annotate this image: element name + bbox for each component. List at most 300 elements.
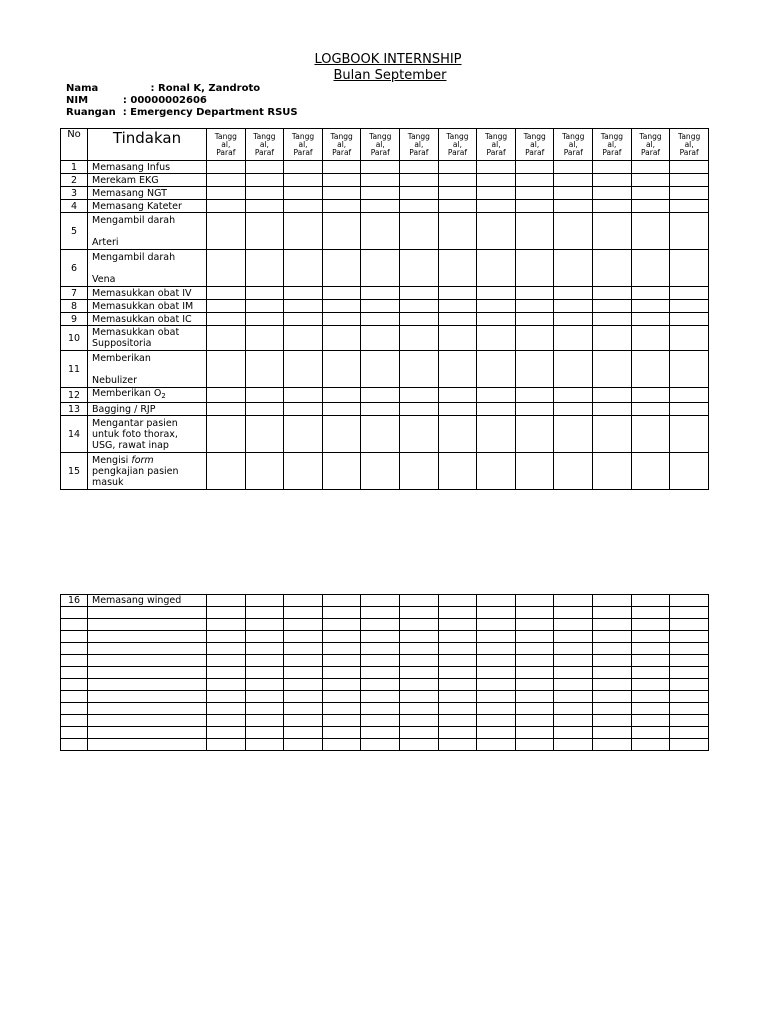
date-paraf-cell — [670, 727, 709, 739]
date-paraf-cell — [631, 619, 670, 631]
date-paraf-cell — [322, 631, 361, 643]
row-number — [61, 703, 88, 715]
date-paraf-cell — [438, 200, 477, 213]
date-paraf-cell — [400, 161, 439, 174]
row-number: 16 — [61, 595, 88, 607]
date-paraf-cell — [593, 287, 632, 300]
date-paraf-cell — [207, 619, 246, 631]
date-paraf-cell — [322, 300, 361, 313]
date-paraf-cell — [631, 388, 670, 403]
date-paraf-cell — [207, 453, 246, 490]
date-paraf-cell — [322, 739, 361, 751]
row-tindakan: Memasukkan obat IM — [88, 300, 207, 313]
date-paraf-cell — [670, 703, 709, 715]
date-paraf-cell — [477, 643, 516, 655]
info-value: : Ronal K, Zandroto — [150, 83, 261, 94]
row-number — [61, 727, 88, 739]
date-paraf-cell — [207, 643, 246, 655]
info-value: : Emergency Department RSUS — [122, 107, 298, 118]
date-paraf-cell — [207, 388, 246, 403]
date-paraf-cell — [631, 250, 670, 287]
date-paraf-cell — [554, 631, 593, 643]
date-paraf-cell — [400, 403, 439, 416]
date-paraf-cell — [593, 300, 632, 313]
date-paraf-cell — [400, 691, 439, 703]
date-paraf-cell — [515, 213, 554, 250]
date-paraf-cell — [245, 739, 284, 751]
table-row-empty — [61, 703, 709, 715]
date-paraf-cell — [670, 313, 709, 326]
date-paraf-cell — [438, 250, 477, 287]
date-paraf-cell — [245, 703, 284, 715]
date-paraf-cell — [207, 250, 246, 287]
date-paraf-cell — [631, 300, 670, 313]
date-paraf-cell — [554, 161, 593, 174]
date-paraf-cell — [477, 161, 516, 174]
date-paraf-cell — [284, 187, 323, 200]
row-number: 15 — [61, 453, 88, 490]
date-paraf-cell — [245, 727, 284, 739]
date-paraf-cell — [554, 643, 593, 655]
date-paraf-cell — [400, 643, 439, 655]
date-paraf-cell — [593, 631, 632, 643]
date-paraf-cell — [284, 727, 323, 739]
date-paraf-cell — [593, 679, 632, 691]
table-row-empty — [61, 739, 709, 751]
table-row — [61, 403, 709, 416]
info-ruangan — [66, 107, 298, 119]
table-row — [61, 388, 709, 403]
date-paraf-cell — [477, 655, 516, 667]
date-paraf-cell — [631, 679, 670, 691]
date-paraf-cell — [515, 453, 554, 490]
date-paraf-cell — [438, 691, 477, 703]
row-number: 12 — [61, 388, 88, 403]
info-label: Nama — [66, 83, 99, 94]
date-paraf-cell — [245, 174, 284, 187]
date-paraf-cell — [515, 631, 554, 643]
header-no: No — [61, 129, 88, 161]
date-paraf-cell — [554, 326, 593, 351]
date-paraf-cell — [207, 607, 246, 619]
date-paraf-cell — [554, 607, 593, 619]
date-paraf-cell — [245, 667, 284, 679]
date-paraf-cell — [284, 453, 323, 490]
date-paraf-cell — [438, 715, 477, 727]
header-tanggal-paraf: Tangg al, Paraf — [400, 129, 439, 161]
date-paraf-cell — [515, 691, 554, 703]
date-paraf-cell — [284, 416, 323, 453]
date-paraf-cell — [515, 703, 554, 715]
date-paraf-cell — [438, 403, 477, 416]
date-paraf-cell — [207, 326, 246, 351]
date-paraf-cell — [322, 187, 361, 200]
date-paraf-cell — [322, 250, 361, 287]
date-paraf-cell — [477, 619, 516, 631]
row-number: 14 — [61, 416, 88, 453]
table-row-empty — [61, 727, 709, 739]
date-paraf-cell — [361, 250, 400, 287]
date-paraf-cell — [438, 287, 477, 300]
header-tanggal-paraf: Tangg al, Paraf — [631, 129, 670, 161]
date-paraf-cell — [477, 715, 516, 727]
date-paraf-cell — [322, 403, 361, 416]
date-paraf-cell — [670, 200, 709, 213]
date-paraf-cell — [400, 595, 439, 607]
date-paraf-cell — [515, 326, 554, 351]
date-paraf-cell — [670, 643, 709, 655]
date-paraf-cell — [593, 161, 632, 174]
row-tindakan — [88, 667, 207, 679]
date-paraf-cell — [207, 313, 246, 326]
date-paraf-cell — [322, 643, 361, 655]
date-paraf-cell — [593, 703, 632, 715]
date-paraf-cell — [361, 213, 400, 250]
date-paraf-cell — [438, 161, 477, 174]
date-paraf-cell — [284, 691, 323, 703]
date-paraf-cell — [245, 300, 284, 313]
date-paraf-cell — [593, 691, 632, 703]
date-paraf-cell — [207, 739, 246, 751]
date-paraf-cell — [438, 453, 477, 490]
date-paraf-cell — [438, 655, 477, 667]
date-paraf-cell — [554, 213, 593, 250]
date-paraf-cell — [245, 161, 284, 174]
date-paraf-cell — [438, 679, 477, 691]
date-paraf-cell — [515, 313, 554, 326]
date-paraf-cell — [593, 351, 632, 388]
date-paraf-cell — [207, 161, 246, 174]
date-paraf-cell — [322, 619, 361, 631]
date-paraf-cell — [593, 643, 632, 655]
date-paraf-cell — [207, 187, 246, 200]
date-paraf-cell — [515, 619, 554, 631]
date-paraf-cell — [438, 300, 477, 313]
row-number — [61, 655, 88, 667]
date-paraf-cell — [400, 631, 439, 643]
date-paraf-cell — [284, 619, 323, 631]
date-paraf-cell — [245, 388, 284, 403]
date-paraf-cell — [477, 326, 516, 351]
date-paraf-cell — [631, 174, 670, 187]
date-paraf-cell — [207, 287, 246, 300]
date-paraf-cell — [554, 655, 593, 667]
table-row — [61, 595, 709, 607]
date-paraf-cell — [554, 250, 593, 287]
date-paraf-cell — [438, 703, 477, 715]
row-tindakan: Memasang NGT — [88, 187, 207, 200]
date-paraf-cell — [207, 715, 246, 727]
date-paraf-cell — [593, 403, 632, 416]
table-row-empty — [61, 679, 709, 691]
date-paraf-cell — [554, 403, 593, 416]
table-row — [61, 287, 709, 300]
row-tindakan — [88, 715, 207, 727]
date-paraf-cell — [593, 727, 632, 739]
date-paraf-cell — [284, 739, 323, 751]
date-paraf-cell — [322, 351, 361, 388]
row-tindakan — [88, 703, 207, 715]
date-paraf-cell — [593, 174, 632, 187]
date-paraf-cell — [400, 250, 439, 287]
date-paraf-cell — [361, 703, 400, 715]
page-title: LOGBOOK INTERNSHIP — [314, 52, 462, 67]
table-row — [61, 174, 709, 187]
date-paraf-cell — [361, 655, 400, 667]
date-paraf-cell — [245, 619, 284, 631]
date-paraf-cell — [438, 643, 477, 655]
date-paraf-cell — [207, 174, 246, 187]
date-paraf-cell — [631, 691, 670, 703]
date-paraf-cell — [322, 703, 361, 715]
date-paraf-cell — [322, 313, 361, 326]
date-paraf-cell — [361, 388, 400, 403]
row-tindakan: Mengambil darah Arteri — [88, 213, 207, 250]
date-paraf-cell — [631, 703, 670, 715]
date-paraf-cell — [515, 388, 554, 403]
row-tindakan: Memasang Infus — [88, 161, 207, 174]
row-number: 8 — [61, 300, 88, 313]
date-paraf-cell — [515, 174, 554, 187]
date-paraf-cell — [670, 388, 709, 403]
table-row-empty — [61, 715, 709, 727]
date-paraf-cell — [400, 607, 439, 619]
date-paraf-cell — [438, 187, 477, 200]
date-paraf-cell — [515, 595, 554, 607]
row-tindakan — [88, 619, 207, 631]
date-paraf-cell — [361, 667, 400, 679]
date-paraf-cell — [207, 631, 246, 643]
row-number — [61, 667, 88, 679]
date-paraf-cell — [631, 643, 670, 655]
date-paraf-cell — [438, 595, 477, 607]
date-paraf-cell — [515, 607, 554, 619]
table-row — [61, 351, 709, 388]
date-paraf-cell — [322, 667, 361, 679]
date-paraf-cell — [207, 679, 246, 691]
date-paraf-cell — [245, 643, 284, 655]
date-paraf-cell — [207, 667, 246, 679]
date-paraf-cell — [284, 595, 323, 607]
row-tindakan — [88, 727, 207, 739]
date-paraf-cell — [361, 631, 400, 643]
date-paraf-cell — [477, 250, 516, 287]
date-paraf-cell — [477, 388, 516, 403]
date-paraf-cell — [361, 643, 400, 655]
date-paraf-cell — [477, 174, 516, 187]
table-row-empty — [61, 655, 709, 667]
date-paraf-cell — [438, 619, 477, 631]
info-value: : 00000002606 — [122, 95, 207, 106]
row-number — [61, 691, 88, 703]
date-paraf-cell — [284, 313, 323, 326]
row-number — [61, 631, 88, 643]
date-paraf-cell — [554, 287, 593, 300]
row-tindakan — [88, 691, 207, 703]
date-paraf-cell — [322, 607, 361, 619]
date-paraf-cell — [554, 667, 593, 679]
info-nim — [66, 95, 207, 107]
date-paraf-cell — [477, 631, 516, 643]
date-paraf-cell — [322, 287, 361, 300]
row-tindakan: Mengisi form pengkajian pasien masuk — [88, 453, 207, 490]
date-paraf-cell — [670, 403, 709, 416]
row-number — [61, 607, 88, 619]
date-paraf-cell — [361, 287, 400, 300]
date-paraf-cell — [631, 213, 670, 250]
date-paraf-cell — [400, 679, 439, 691]
date-paraf-cell — [284, 715, 323, 727]
header-tanggal-paraf: Tangg al, Paraf — [515, 129, 554, 161]
row-tindakan: Memasang Kateter — [88, 200, 207, 213]
date-paraf-cell — [477, 403, 516, 416]
date-paraf-cell — [670, 326, 709, 351]
date-paraf-cell — [207, 351, 246, 388]
date-paraf-cell — [284, 174, 323, 187]
date-paraf-cell — [593, 313, 632, 326]
date-paraf-cell — [207, 727, 246, 739]
table-row-empty — [61, 607, 709, 619]
date-paraf-cell — [593, 326, 632, 351]
date-paraf-cell — [284, 667, 323, 679]
date-paraf-cell — [477, 739, 516, 751]
date-paraf-cell — [515, 300, 554, 313]
date-paraf-cell — [554, 691, 593, 703]
row-tindakan — [88, 631, 207, 643]
row-number: 11 — [61, 351, 88, 388]
date-paraf-cell — [515, 403, 554, 416]
date-paraf-cell — [515, 643, 554, 655]
row-number — [61, 643, 88, 655]
date-paraf-cell — [554, 174, 593, 187]
date-paraf-cell — [361, 739, 400, 751]
row-number — [61, 679, 88, 691]
date-paraf-cell — [322, 174, 361, 187]
row-number: 5 — [61, 213, 88, 250]
date-paraf-cell — [554, 619, 593, 631]
header-tanggal-paraf: Tangg al, Paraf — [284, 129, 323, 161]
date-paraf-cell — [361, 200, 400, 213]
date-paraf-cell — [554, 679, 593, 691]
date-paraf-cell — [477, 703, 516, 715]
date-paraf-cell — [245, 200, 284, 213]
logbook-table — [60, 128, 709, 490]
date-paraf-cell — [670, 287, 709, 300]
date-paraf-cell — [361, 351, 400, 388]
date-paraf-cell — [593, 416, 632, 453]
row-tindakan: Memberikan Nebulizer — [88, 351, 207, 388]
date-paraf-cell — [322, 727, 361, 739]
date-paraf-cell — [400, 667, 439, 679]
date-paraf-cell — [593, 388, 632, 403]
table-row — [61, 250, 709, 287]
date-paraf-cell — [245, 453, 284, 490]
date-paraf-cell — [670, 187, 709, 200]
date-paraf-cell — [593, 619, 632, 631]
date-paraf-cell — [361, 595, 400, 607]
page-subtitle: Bulan September — [333, 68, 447, 83]
date-paraf-cell — [515, 200, 554, 213]
table-row — [61, 326, 709, 351]
row-tindakan: Bagging / RJP — [88, 403, 207, 416]
date-paraf-cell — [554, 351, 593, 388]
date-paraf-cell — [593, 739, 632, 751]
date-paraf-cell — [322, 691, 361, 703]
date-paraf-cell — [361, 161, 400, 174]
date-paraf-cell — [670, 213, 709, 250]
table-row — [61, 213, 709, 250]
date-paraf-cell — [361, 679, 400, 691]
date-paraf-cell — [207, 595, 246, 607]
header-tindakan: Tindakan — [88, 129, 207, 161]
date-paraf-cell — [631, 631, 670, 643]
table-header-row — [61, 129, 709, 161]
date-paraf-cell — [477, 595, 516, 607]
date-paraf-cell — [284, 200, 323, 213]
date-paraf-cell — [631, 607, 670, 619]
date-paraf-cell — [515, 667, 554, 679]
date-paraf-cell — [284, 403, 323, 416]
date-paraf-cell — [284, 703, 323, 715]
date-paraf-cell — [207, 416, 246, 453]
info-label: Ruangan — [66, 107, 116, 118]
table-row — [61, 453, 709, 490]
date-paraf-cell — [400, 715, 439, 727]
table-row — [61, 187, 709, 200]
date-paraf-cell — [361, 403, 400, 416]
date-paraf-cell — [631, 200, 670, 213]
date-paraf-cell — [322, 453, 361, 490]
date-paraf-cell — [284, 250, 323, 287]
date-paraf-cell — [515, 250, 554, 287]
header-tanggal-paraf: Tangg al, Paraf — [593, 129, 632, 161]
date-paraf-cell — [322, 213, 361, 250]
date-paraf-cell — [284, 679, 323, 691]
date-paraf-cell — [361, 326, 400, 351]
date-paraf-cell — [670, 300, 709, 313]
date-paraf-cell — [400, 326, 439, 351]
date-paraf-cell — [477, 691, 516, 703]
date-paraf-cell — [438, 607, 477, 619]
date-paraf-cell — [207, 703, 246, 715]
date-paraf-cell — [322, 326, 361, 351]
date-paraf-cell — [670, 174, 709, 187]
date-paraf-cell — [515, 655, 554, 667]
date-paraf-cell — [554, 703, 593, 715]
date-paraf-cell — [245, 313, 284, 326]
date-paraf-cell — [477, 187, 516, 200]
date-paraf-cell — [631, 313, 670, 326]
date-paraf-cell — [245, 403, 284, 416]
date-paraf-cell — [477, 300, 516, 313]
row-number: 3 — [61, 187, 88, 200]
date-paraf-cell — [631, 655, 670, 667]
date-paraf-cell — [593, 250, 632, 287]
date-paraf-cell — [438, 727, 477, 739]
date-paraf-cell — [593, 200, 632, 213]
date-paraf-cell — [284, 643, 323, 655]
date-paraf-cell — [400, 739, 439, 751]
table-row — [61, 313, 709, 326]
row-number: 10 — [61, 326, 88, 351]
row-number — [61, 739, 88, 751]
date-paraf-cell — [554, 388, 593, 403]
header-tanggal-paraf: Tangg al, Paraf — [438, 129, 477, 161]
date-paraf-cell — [400, 351, 439, 388]
date-paraf-cell — [554, 595, 593, 607]
date-paraf-cell — [245, 287, 284, 300]
date-paraf-cell — [400, 200, 439, 213]
